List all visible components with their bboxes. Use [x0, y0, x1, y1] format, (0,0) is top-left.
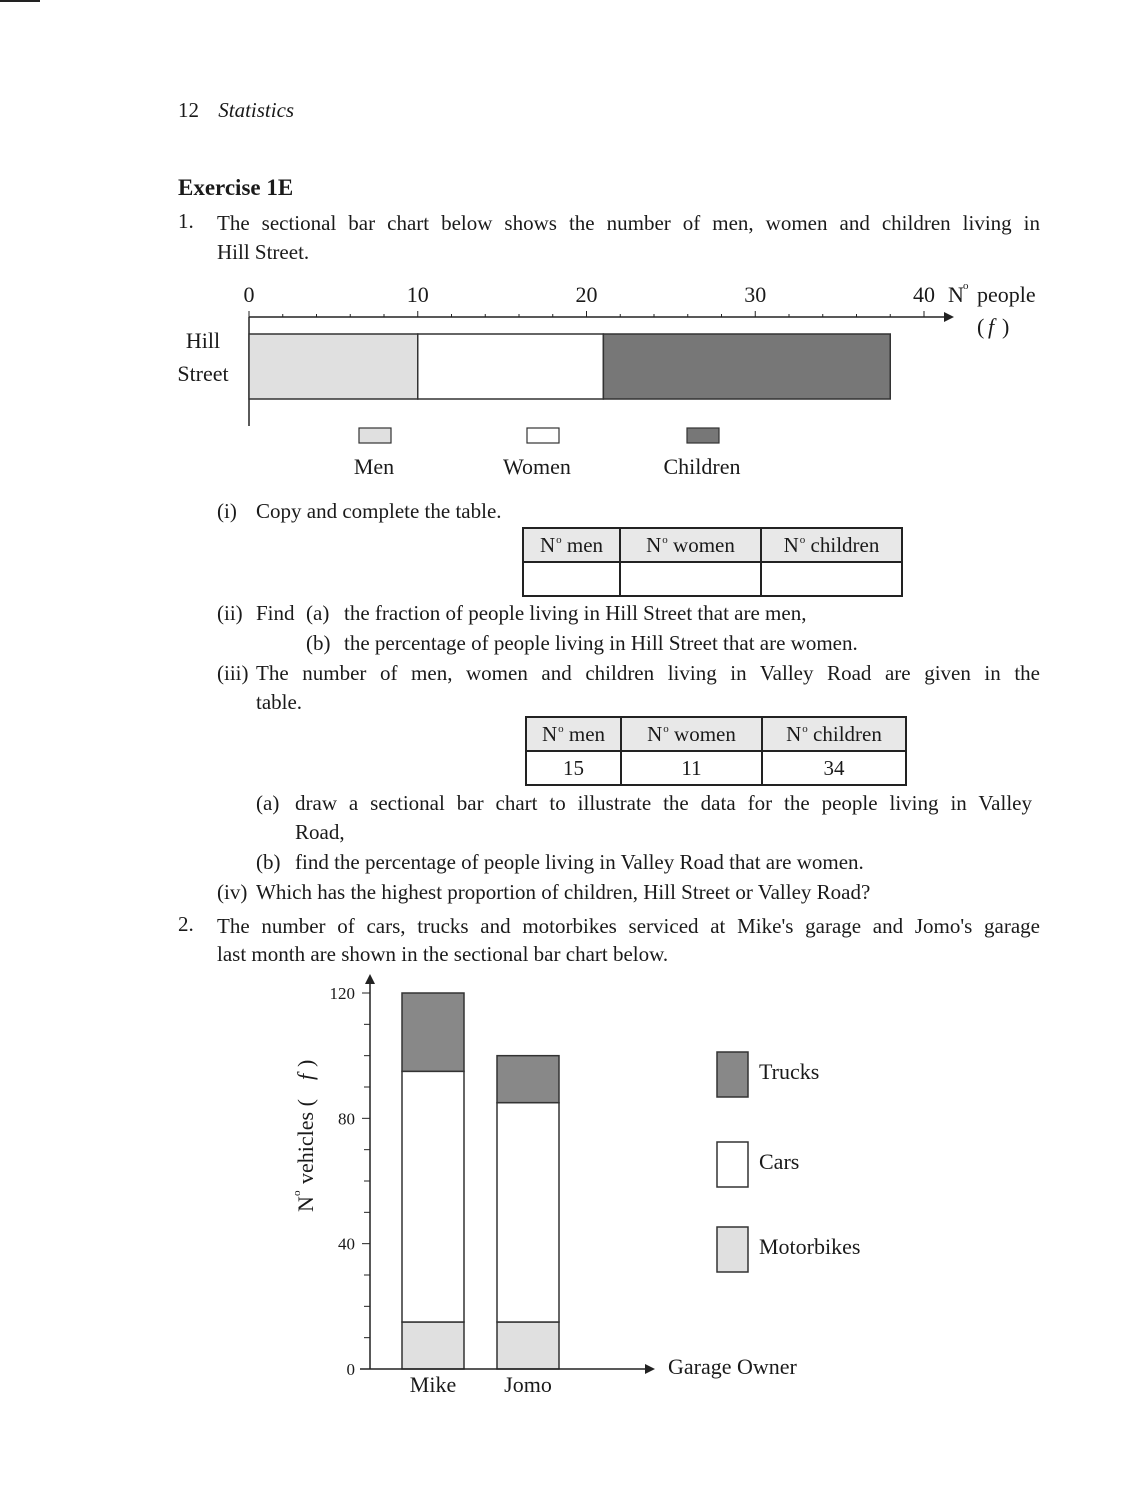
question-1-intro-line1: The sectional bar chart below shows the number of men, women and children living in [217, 211, 1040, 235]
y-axis-label-n: N [293, 1196, 318, 1212]
category-label-jomo: Jomo [504, 1372, 552, 1397]
legend-swatch-children [687, 428, 719, 443]
y-axis-label [291, 1060, 318, 1212]
legend-swatch-cars [717, 1142, 748, 1187]
part-ii-label: (ii) [217, 601, 243, 625]
page-number: 12 [178, 98, 199, 122]
question-2-line2: last month are shown in the sectional bar chart below. [217, 942, 669, 966]
x-axis-label-paren-close: ) [1002, 314, 1010, 339]
category-label-street: Street [177, 361, 229, 386]
part-iii-line1: The number of men, women and children living in Valley Road are given in the [256, 661, 1040, 685]
legend-label-cars: Cars [759, 1149, 800, 1174]
tick-label-120: 120 [329, 984, 355, 1003]
x-axis-label-n: N [948, 282, 964, 307]
legend-label-trucks: Trucks [759, 1059, 820, 1084]
part-iii-a-label: (a) [256, 791, 280, 815]
tick-label-0: 0 [346, 1360, 355, 1379]
category-label-mike: Mike [409, 1372, 457, 1397]
value-men: 15 [526, 751, 621, 785]
hill-street-chart [0, 0, 1139, 500]
x-axis-arrow [944, 312, 954, 322]
value-children: 34 [762, 751, 906, 785]
tick-label-40: 40 [338, 1234, 355, 1254]
blank-cell-children [761, 562, 902, 596]
value-women: 11 [621, 751, 762, 785]
hill-street-table [522, 527, 903, 597]
question-2-line1: The number of cars, trucks and motorbikes serviced at Mike's garage and Jomo's garage [217, 914, 1040, 938]
legend-swatch-men [359, 428, 391, 443]
legend-label-children: Children [663, 454, 741, 479]
header-women: $N^o$ women [621, 717, 762, 751]
exercise-title: Exercise 1E [178, 175, 294, 200]
part-ii-a-text: the fraction of people living in Hill Street that are men, [344, 601, 807, 625]
bar-segment-jomo-motorbikes [497, 1322, 559, 1369]
bar-segment-mike-cars [402, 1071, 464, 1322]
bar-segment-mike-motorbikes [402, 1322, 464, 1369]
tick-label-40: 40 [913, 282, 935, 307]
table-header-row [526, 717, 906, 751]
part-ii-b-text: the percentage of people living in Hill Street that are women. [344, 631, 858, 655]
legend-swatch-motorbikes [717, 1227, 748, 1272]
legend-label-men: Men [353, 454, 395, 479]
table-header-row [523, 528, 902, 562]
part-iv-label: (iv) [217, 880, 248, 904]
tick-label-30: 30 [744, 282, 767, 307]
y-axis-label-text: vehicles ( [293, 1099, 318, 1184]
y-axis-label-close: ) [293, 1059, 318, 1067]
x-axis-label-people: people [977, 282, 1036, 307]
valley-road-table [525, 716, 907, 786]
part-iii-a-line2: Road, [295, 820, 345, 844]
category-label-hill: Hill [185, 328, 221, 353]
garage-chart [0, 960, 1139, 1420]
header-children: $N^o$ children [762, 717, 906, 751]
bar-segment-jomo-trucks [497, 1056, 559, 1103]
y-axis-arrow [365, 974, 375, 984]
header-children: $N^o$ children [761, 528, 902, 562]
part-i-label: (i) [217, 499, 237, 523]
x-axis-label: Garage Owner [668, 1354, 797, 1379]
header-women: $N^o$ women [620, 528, 761, 562]
x-axis-label-paren-open: ( [977, 314, 985, 339]
x-axis-arrow [645, 1364, 655, 1374]
x-axis-label-f: f [988, 314, 995, 339]
tick-label-10: 10 [406, 282, 429, 307]
question-2-number: 2. [178, 912, 194, 936]
tick-label-20: 20 [575, 282, 598, 307]
y-axis-label-degree: o [291, 1190, 303, 1196]
bar-segment-mike-trucks [402, 993, 464, 1071]
question-1-number: 1. [178, 209, 194, 233]
legend-label-motorbikes: Motorbikes [759, 1234, 861, 1259]
legend-swatch-trucks [717, 1052, 748, 1097]
table-row [523, 562, 902, 596]
tick-label-0: 0 [243, 282, 255, 307]
tick-label-80: 80 [338, 1109, 355, 1129]
part-ii-b-label: (b) [306, 631, 331, 655]
header-men: $N^o$ men [526, 717, 621, 751]
part-iv-text: Which has the highest proportion of children, Hill Street or Valley Road? [256, 880, 871, 904]
y-axis-label-f: f [293, 1073, 318, 1080]
bar-segment-men [249, 334, 418, 399]
part-i-text: Copy and complete the table. [256, 499, 502, 523]
blank-cell-women [620, 562, 761, 596]
bar-segment-women [418, 334, 604, 399]
bar-segment-children [603, 334, 890, 399]
question-1-intro-line2: Hill Street. [217, 240, 310, 264]
x-axis-label-degree: o [963, 280, 969, 292]
bar-segment-jomo-cars [497, 1103, 559, 1322]
table-row [526, 751, 906, 785]
part-iii-b-text: find the percentage of people living in Valley Road that are women. [295, 850, 864, 874]
running-title: Statistics [218, 98, 295, 122]
part-iii-a-line1: draw a sectional bar chart to illustrate the data for the people living in Valley [295, 791, 1032, 815]
legend-label-women: Women [503, 454, 571, 479]
blank-cell-men [523, 562, 620, 596]
part-iii-b-label: (b) [256, 850, 281, 874]
part-iii-label: (iii) [217, 661, 249, 685]
part-ii-find: Find [256, 601, 295, 625]
legend-swatch-women [527, 428, 559, 443]
header-men: $N^o$ men [523, 528, 620, 562]
part-iii-line2: table. [256, 690, 303, 714]
part-ii-a-label: (a) [306, 601, 330, 625]
